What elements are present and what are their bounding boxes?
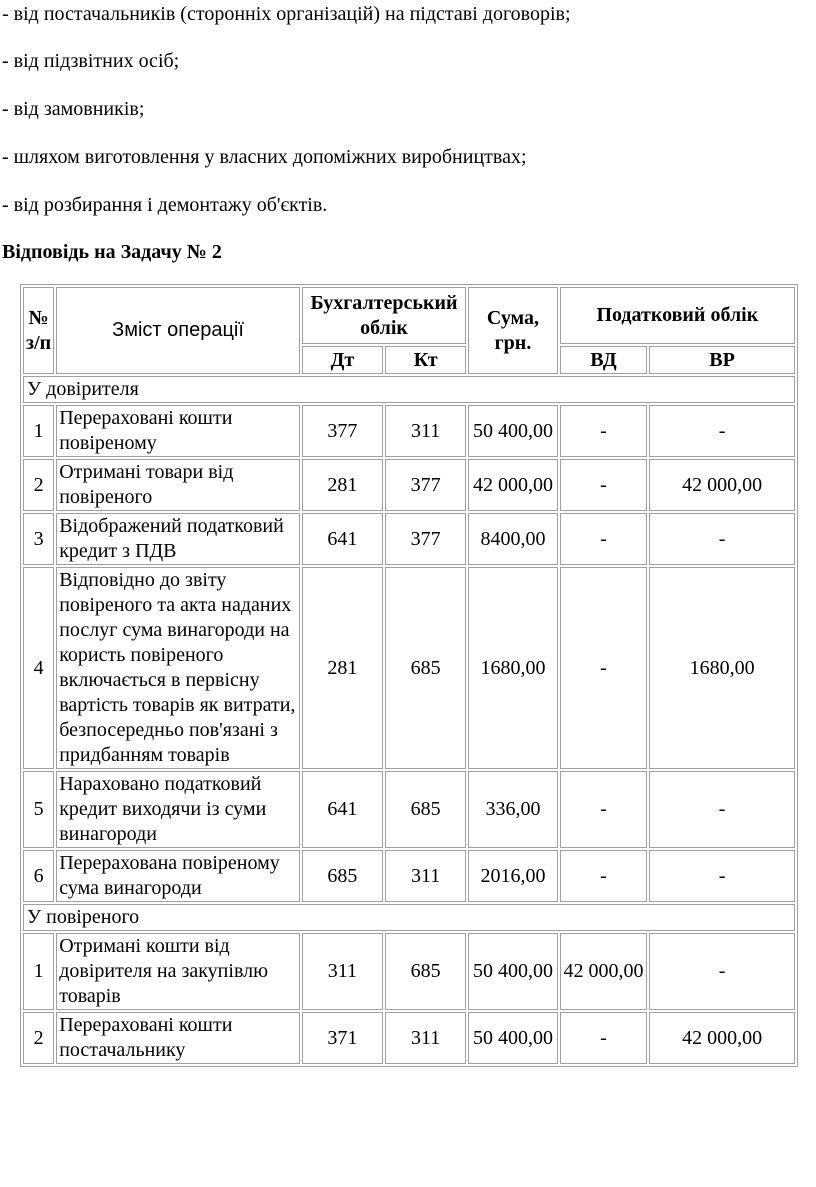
header-dt: Дт bbox=[302, 346, 383, 374]
row-sum: 50 400,00 bbox=[468, 933, 558, 1010]
row-vd: - bbox=[560, 850, 647, 902]
list-item-suppliers: - від постачальників (сторонніх організацій) на підставі договорів; bbox=[2, 3, 571, 25]
table-row bbox=[23, 405, 795, 457]
row-dt: 281 bbox=[302, 567, 383, 769]
row-vr: 42 000,00 bbox=[649, 459, 795, 511]
row-vd: - bbox=[560, 567, 647, 769]
row-content: Відображений податковий кредит з ПДВ bbox=[56, 513, 300, 565]
section-title: У повіреного bbox=[23, 904, 795, 931]
header-sum: Сума, грн. bbox=[468, 287, 558, 374]
row-vd: - bbox=[560, 1012, 647, 1064]
table-row bbox=[23, 850, 795, 902]
row-number: 5 bbox=[23, 771, 54, 848]
row-kt: 685 bbox=[385, 567, 466, 769]
row-kt: 311 bbox=[385, 405, 466, 457]
header-content: Зміст операції bbox=[56, 287, 300, 374]
answer-heading: Відповідь на Задачу № 2 bbox=[2, 241, 222, 263]
table-row bbox=[23, 513, 795, 565]
row-vr: - bbox=[649, 850, 795, 902]
section-row bbox=[23, 904, 795, 931]
header-number: № з/п bbox=[23, 287, 54, 374]
row-number: 1 bbox=[23, 405, 54, 457]
row-kt: 311 bbox=[385, 850, 466, 902]
table-row bbox=[23, 771, 795, 848]
row-sum: 50 400,00 bbox=[468, 405, 558, 457]
accounting-table bbox=[20, 284, 798, 1067]
row-vr: - bbox=[649, 771, 795, 848]
row-vr: - bbox=[649, 513, 795, 565]
row-number: 4 bbox=[23, 567, 54, 769]
row-sum: 336,00 bbox=[468, 771, 558, 848]
row-kt: 685 bbox=[385, 933, 466, 1010]
row-vd: 42 000,00 bbox=[560, 933, 647, 1010]
row-vd: - bbox=[560, 405, 647, 457]
header-kt: Кт bbox=[385, 346, 466, 374]
row-content: Відповідно до звіту повіреного та акта наданих послуг сума винагороди на користь повіреного включається в первісну вартість товарів як витрати, безпосередньо пов'язані з придбанням товарів bbox=[56, 567, 300, 769]
table-row bbox=[23, 1012, 795, 1064]
row-number: 2 bbox=[23, 1012, 54, 1064]
row-dt: 371 bbox=[302, 1012, 383, 1064]
table-row bbox=[23, 567, 795, 769]
row-content: Перераховані кошти постачальнику bbox=[56, 1012, 300, 1064]
table-row bbox=[23, 933, 795, 1010]
row-sum: 50 400,00 bbox=[468, 1012, 558, 1064]
row-content: Перераховані кошти повіреному bbox=[56, 405, 300, 457]
section-row bbox=[23, 376, 795, 403]
list-item-customers: - від замовників; bbox=[2, 98, 145, 120]
row-vr: - bbox=[649, 405, 795, 457]
list-item-accountable-persons: - від підзвітних осіб; bbox=[2, 50, 180, 72]
row-kt: 377 bbox=[385, 459, 466, 511]
row-kt: 311 bbox=[385, 1012, 466, 1064]
table-row bbox=[23, 459, 795, 511]
row-content: Нараховано податковий кредит виходячи із суми винагороди bbox=[56, 771, 300, 848]
row-vd: - bbox=[560, 513, 647, 565]
row-kt: 685 bbox=[385, 771, 466, 848]
row-sum: 2016,00 bbox=[468, 850, 558, 902]
row-dt: 377 bbox=[302, 405, 383, 457]
row-number: 2 bbox=[23, 459, 54, 511]
row-content: Отримані товари від повіреного bbox=[56, 459, 300, 511]
row-number: 3 bbox=[23, 513, 54, 565]
header-accounting: Бухгалтерський облік bbox=[302, 287, 466, 344]
row-vd: - bbox=[560, 459, 647, 511]
list-item-own-production: - шляхом виготовлення у власних допоміжних виробництвах; bbox=[2, 146, 527, 168]
row-sum: 42 000,00 bbox=[468, 459, 558, 511]
row-dt: 641 bbox=[302, 771, 383, 848]
row-dt: 281 bbox=[302, 459, 383, 511]
header-tax: Податковий облік bbox=[560, 287, 795, 344]
row-sum: 8400,00 bbox=[468, 513, 558, 565]
row-number: 6 bbox=[23, 850, 54, 902]
row-number: 1 bbox=[23, 933, 54, 1010]
row-dt: 685 bbox=[302, 850, 383, 902]
row-vr: 1680,00 bbox=[649, 567, 795, 769]
row-sum: 1680,00 bbox=[468, 567, 558, 769]
row-vr: - bbox=[649, 933, 795, 1010]
row-content: Перерахована повіреному сума винагороди bbox=[56, 850, 300, 902]
section-title: У довірителя bbox=[23, 376, 795, 403]
list-item-dismantling: - від розбирання і демонтажу об'єктів. bbox=[2, 194, 328, 216]
header-vr: ВР bbox=[649, 346, 795, 374]
row-dt: 641 bbox=[302, 513, 383, 565]
row-vr: 42 000,00 bbox=[649, 1012, 795, 1064]
row-dt: 311 bbox=[302, 933, 383, 1010]
row-content: Отримані кошти від довірителя на закупівлю товарів bbox=[56, 933, 300, 1010]
row-vd: - bbox=[560, 771, 647, 848]
header-vd: ВД bbox=[560, 346, 647, 374]
row-kt: 377 bbox=[385, 513, 466, 565]
